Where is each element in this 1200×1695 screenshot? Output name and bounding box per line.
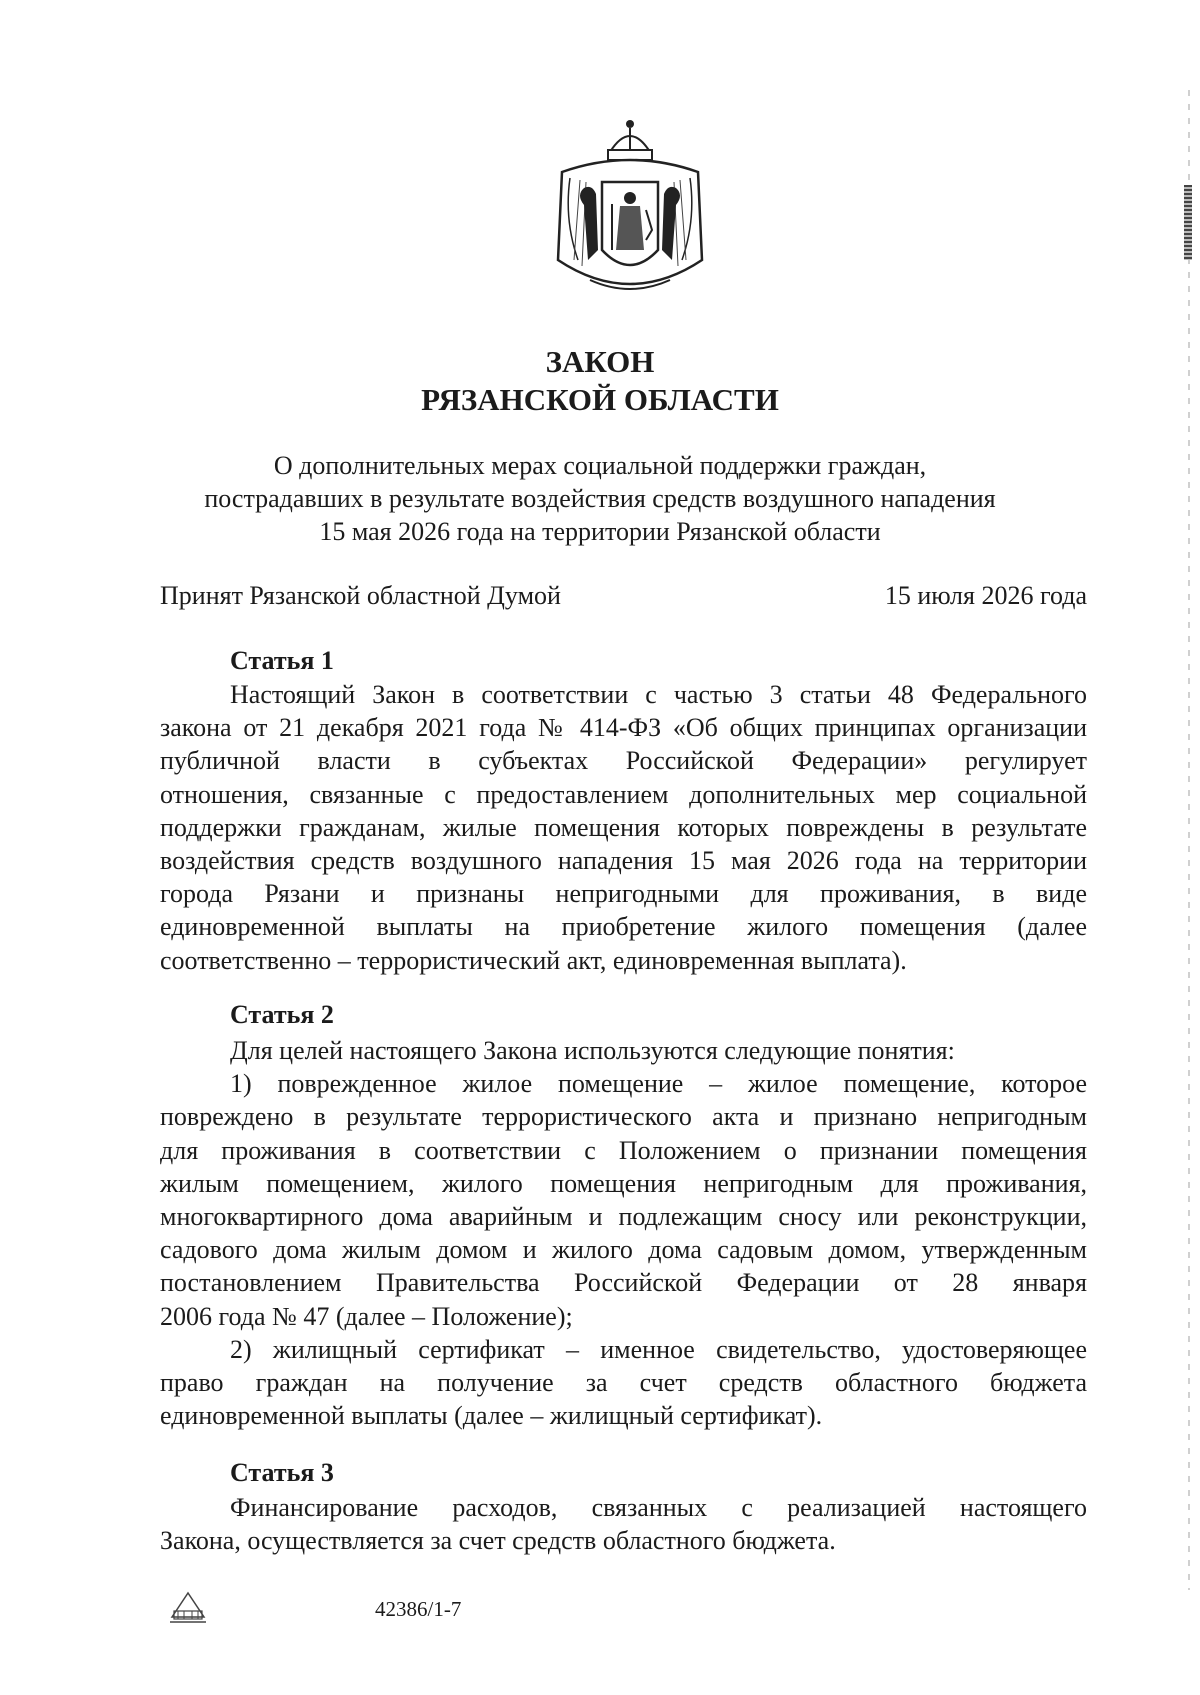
- document-type-title: ЗАКОН: [545, 344, 655, 379]
- text-line: многоквартирного дома аварийным и подлежащим сносу или реконструкции,: [160, 1202, 1087, 1232]
- text-line: Для целей настоящего Закона используются следующие понятия:: [230, 1036, 955, 1065]
- text-line: 2) жилищный сертификат – именное свидетельство, удостоверяющее: [230, 1334, 1087, 1364]
- text-line: воздействия средств воздушного нападения 15 мая 2026 года на территории: [160, 846, 1087, 876]
- article-1-body: [160, 678, 1087, 977]
- article-3-body: [160, 1491, 1087, 1557]
- text-line: постановлением Правительства Российской Федерации от 28 января: [160, 1268, 1087, 1298]
- subtitle-line: О дополнительных мерах социальной поддержки граждан,: [273, 451, 927, 480]
- text-line: Закона, осуществляется за счет средств областного бюджета.: [160, 1526, 836, 1556]
- text-line: 1) поврежденное жилое помещение – жилое помещение, которое: [230, 1069, 1087, 1099]
- article-2-heading: Статья 2: [230, 1000, 334, 1029]
- law-subtitle: [150, 449, 1050, 548]
- article-2-body: [160, 1034, 1087, 1432]
- article-1-heading: Статья 1: [230, 646, 334, 675]
- text-line: Финансирование расходов, связанных с реализацией настоящего: [230, 1493, 1087, 1522]
- document-region-title: РЯЗАНСКОЙ ОБЛАСТИ: [421, 382, 779, 417]
- text-line: Настоящий Закон в соответствии с частью 3 статьи 48 Федерального: [230, 680, 1087, 709]
- text-line: единовременной выплаты (далее – жилищный сертификат).: [160, 1401, 823, 1431]
- article-3-heading: Статья 3: [230, 1458, 334, 1487]
- text-line: единовременной выплаты на приобретение жилого помещения (далее: [160, 912, 1087, 942]
- adoption-date: 15 июля 2026 года: [884, 581, 1087, 610]
- scan-edge-line: [1188, 90, 1190, 1590]
- document-code: 42386/1-7: [375, 1597, 462, 1621]
- coat-of-arms-icon: [540, 110, 720, 310]
- text-line: города Рязани и признаны непригодными для проживания, в виде: [160, 879, 1087, 909]
- text-line: 2006 года № 47 (далее – Положение);: [160, 1301, 573, 1331]
- subtitle-line: 15 мая 2026 года на территории Рязанской области: [319, 517, 881, 546]
- text-line: отношения, связанные с предоставлением дополнительных мер социальной: [160, 779, 1087, 809]
- text-line: поддержки гражданам, жилые помещения которых повреждены в результате: [160, 812, 1087, 842]
- text-line: садового дома жилым домом и жилого дома садовым домом, утвержденным: [160, 1235, 1087, 1265]
- text-line: жилым помещением, жилого помещения непригодным для проживания,: [160, 1168, 1087, 1198]
- subtitle-line: пострадавших в результате воздействия средств воздушного нападения: [204, 484, 996, 513]
- duma-logo-icon: [166, 1587, 210, 1625]
- text-line: для проживания в соответствии с Положением о признании помещения: [160, 1135, 1087, 1165]
- text-line: закона от 21 декабря 2021 года № 414-ФЗ «Об общих принципах организации: [160, 713, 1087, 743]
- text-line: публичной власти в субъектах Российской Федерации» регулирует: [160, 746, 1087, 776]
- text-line: право граждан на получение за счет средств областного бюджета: [160, 1368, 1087, 1398]
- text-line: соответственно – террористический акт, единовременная выплата).: [160, 945, 907, 975]
- adopted-by: Принят Рязанской областной Думой: [160, 581, 561, 610]
- text-line: повреждено в результате террористического акта и признано непригодным: [160, 1102, 1087, 1132]
- scan-edge-mark: [1184, 185, 1192, 260]
